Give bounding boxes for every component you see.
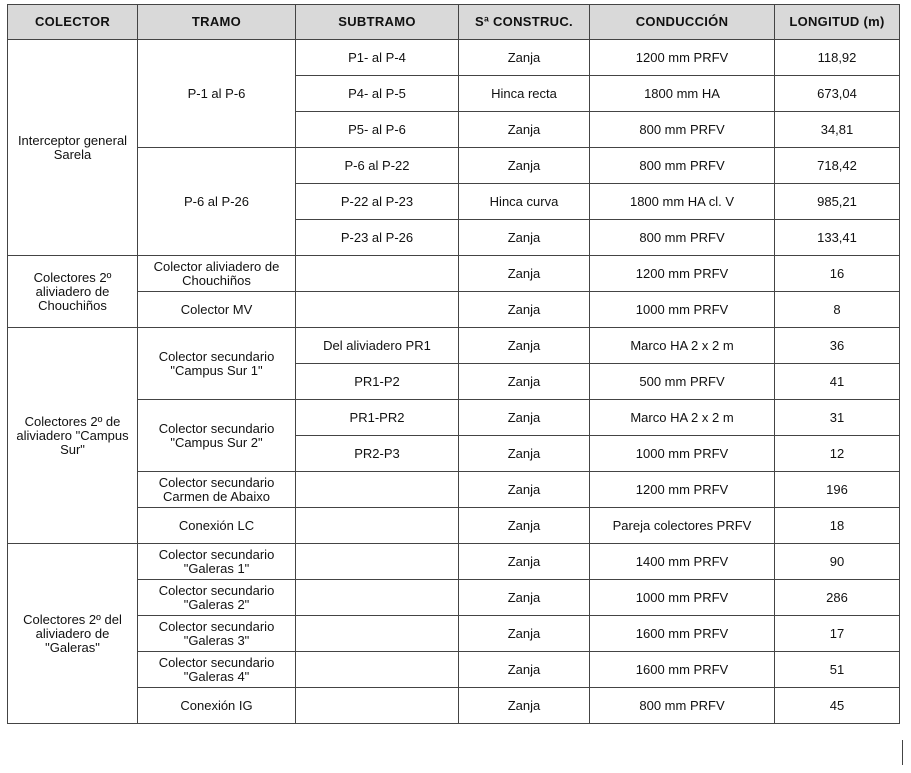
tramo-cell: Colector secundario "Galeras 1" — [138, 544, 296, 580]
subtramo-cell — [296, 256, 459, 292]
longitud-cell: 36 — [775, 328, 900, 364]
longitud-cell: 51 — [775, 652, 900, 688]
construc-cell: Zanja — [459, 256, 590, 292]
table-body — [8, 40, 900, 724]
construc-cell: Zanja — [459, 364, 590, 400]
construc-cell: Zanja — [459, 580, 590, 616]
longitud-cell: 12 — [775, 436, 900, 472]
table-row — [8, 616, 900, 652]
colector-cell: Interceptor general Sarela — [8, 40, 138, 256]
longitud-cell: 34,81 — [775, 112, 900, 148]
subtramo-cell: PR1-P2 — [296, 364, 459, 400]
longitud-cell: 41 — [775, 364, 900, 400]
subtramo-cell: P-22 al P-23 — [296, 184, 459, 220]
conduccion-cell: 1600 mm PRFV — [590, 616, 775, 652]
construc-cell: Zanja — [459, 652, 590, 688]
construc-cell: Zanja — [459, 400, 590, 436]
tramo-cell: P-6 al P-26 — [138, 148, 296, 256]
conduccion-cell: 1000 mm PRFV — [590, 292, 775, 328]
construc-cell: Zanja — [459, 328, 590, 364]
tramo-cell: Colector secundario "Campus Sur 1" — [138, 328, 296, 400]
longitud-cell: 196 — [775, 472, 900, 508]
construc-cell: Zanja — [459, 544, 590, 580]
conduccion-cell: 1000 mm PRFV — [590, 436, 775, 472]
conduccion-cell: Marco HA 2 x 2 m — [590, 328, 775, 364]
conduccion-cell: 800 mm PRFV — [590, 688, 775, 724]
table-row — [8, 472, 900, 508]
tramo-cell: Colector secundario "Galeras 2" — [138, 580, 296, 616]
tramo-cell: Colector secundario "Galeras 4" — [138, 652, 296, 688]
longitud-cell: 45 — [775, 688, 900, 724]
tramo-cell: Conexión LC — [138, 508, 296, 544]
tramo-cell: Colector secundario "Campus Sur 2" — [138, 400, 296, 472]
table-row — [8, 400, 900, 436]
table-header-row — [8, 5, 900, 40]
colector-cell: Colectores 2º de aliviadero "Campus Sur" — [8, 328, 138, 544]
conduccion-cell: Marco HA 2 x 2 m — [590, 400, 775, 436]
conduccion-cell: 1200 mm PRFV — [590, 256, 775, 292]
table-row — [8, 580, 900, 616]
conduccion-cell: 1800 mm HA cl. V — [590, 184, 775, 220]
conduccion-cell: 1800 mm HA — [590, 76, 775, 112]
construc-cell: Hinca recta — [459, 76, 590, 112]
subtramo-cell: P1- al P-4 — [296, 40, 459, 76]
colector-cell: Colectores 2º del aliviadero de "Galeras" — [8, 544, 138, 724]
construc-cell: Zanja — [459, 688, 590, 724]
table-row — [8, 544, 900, 580]
subtramo-cell: P4- al P-5 — [296, 76, 459, 112]
construc-cell: Zanja — [459, 292, 590, 328]
longitud-cell: 673,04 — [775, 76, 900, 112]
longitud-cell: 90 — [775, 544, 900, 580]
header-subtramo: SUBTRAMO — [296, 5, 459, 40]
tramo-cell: P-1 al P-6 — [138, 40, 296, 148]
longitud-cell: 718,42 — [775, 148, 900, 184]
tramo-cell: Colector aliviadero de Chouchiños — [138, 256, 296, 292]
construc-cell: Zanja — [459, 40, 590, 76]
header-construc: Sª CONSTRUC. — [459, 5, 590, 40]
conduccion-cell: 1200 mm PRFV — [590, 472, 775, 508]
construc-cell: Hinca curva — [459, 184, 590, 220]
longitud-cell: 286 — [775, 580, 900, 616]
header-conduccion: CONDUCCIÓN — [590, 5, 775, 40]
construc-cell: Zanja — [459, 436, 590, 472]
conduccion-cell: 1000 mm PRFV — [590, 580, 775, 616]
construc-cell: Zanja — [459, 148, 590, 184]
table-row — [8, 508, 900, 544]
table-row — [8, 688, 900, 724]
construc-cell: Zanja — [459, 220, 590, 256]
header-tramo: TRAMO — [138, 5, 296, 40]
longitud-cell: 31 — [775, 400, 900, 436]
subtramo-cell — [296, 508, 459, 544]
subtramo-cell: Del aliviadero PR1 — [296, 328, 459, 364]
conduccion-cell: 800 mm PRFV — [590, 148, 775, 184]
table-row — [8, 256, 900, 292]
conduccion-cell: 800 mm PRFV — [590, 112, 775, 148]
subtramo-cell: P-6 al P-22 — [296, 148, 459, 184]
table-row — [8, 148, 900, 184]
tramo-cell: Colector secundario "Galeras 3" — [138, 616, 296, 652]
subtramo-cell — [296, 652, 459, 688]
table-row — [8, 40, 900, 76]
subtramo-cell — [296, 688, 459, 724]
longitud-cell: 133,41 — [775, 220, 900, 256]
construc-cell: Zanja — [459, 472, 590, 508]
longitud-cell: 985,21 — [775, 184, 900, 220]
table-row — [8, 652, 900, 688]
header-colector: COLECTOR — [8, 5, 138, 40]
subtramo-cell: P5- al P-6 — [296, 112, 459, 148]
subtramo-cell — [296, 292, 459, 328]
subtramo-cell — [296, 472, 459, 508]
longitud-cell: 18 — [775, 508, 900, 544]
construc-cell: Zanja — [459, 112, 590, 148]
longitud-cell: 8 — [775, 292, 900, 328]
longitud-cell: 16 — [775, 256, 900, 292]
table-row — [8, 328, 900, 364]
colectores-table — [7, 4, 900, 724]
conduccion-cell: 800 mm PRFV — [590, 220, 775, 256]
conduccion-cell: 1200 mm PRFV — [590, 40, 775, 76]
conduccion-cell: Pareja colectores PRFV — [590, 508, 775, 544]
subtramo-cell — [296, 544, 459, 580]
longitud-cell: 118,92 — [775, 40, 900, 76]
conduccion-cell: 500 mm PRFV — [590, 364, 775, 400]
subtramo-cell: PR1-PR2 — [296, 400, 459, 436]
conduccion-cell: 1400 mm PRFV — [590, 544, 775, 580]
conduccion-cell: 1600 mm PRFV — [590, 652, 775, 688]
subtramo-cell: PR2-P3 — [296, 436, 459, 472]
subtramo-cell: P-23 al P-26 — [296, 220, 459, 256]
edge-line — [902, 740, 903, 765]
header-longitud: LONGITUD (m) — [775, 5, 900, 40]
colector-cell: Colectores 2º aliviadero de Chouchiños — [8, 256, 138, 328]
subtramo-cell — [296, 616, 459, 652]
construc-cell: Zanja — [459, 616, 590, 652]
table-row — [8, 292, 900, 328]
tramo-cell: Conexión IG — [138, 688, 296, 724]
longitud-cell: 17 — [775, 616, 900, 652]
tramo-cell: Colector MV — [138, 292, 296, 328]
subtramo-cell — [296, 580, 459, 616]
construc-cell: Zanja — [459, 508, 590, 544]
tramo-cell: Colector secundario Carmen de Abaixo — [138, 472, 296, 508]
